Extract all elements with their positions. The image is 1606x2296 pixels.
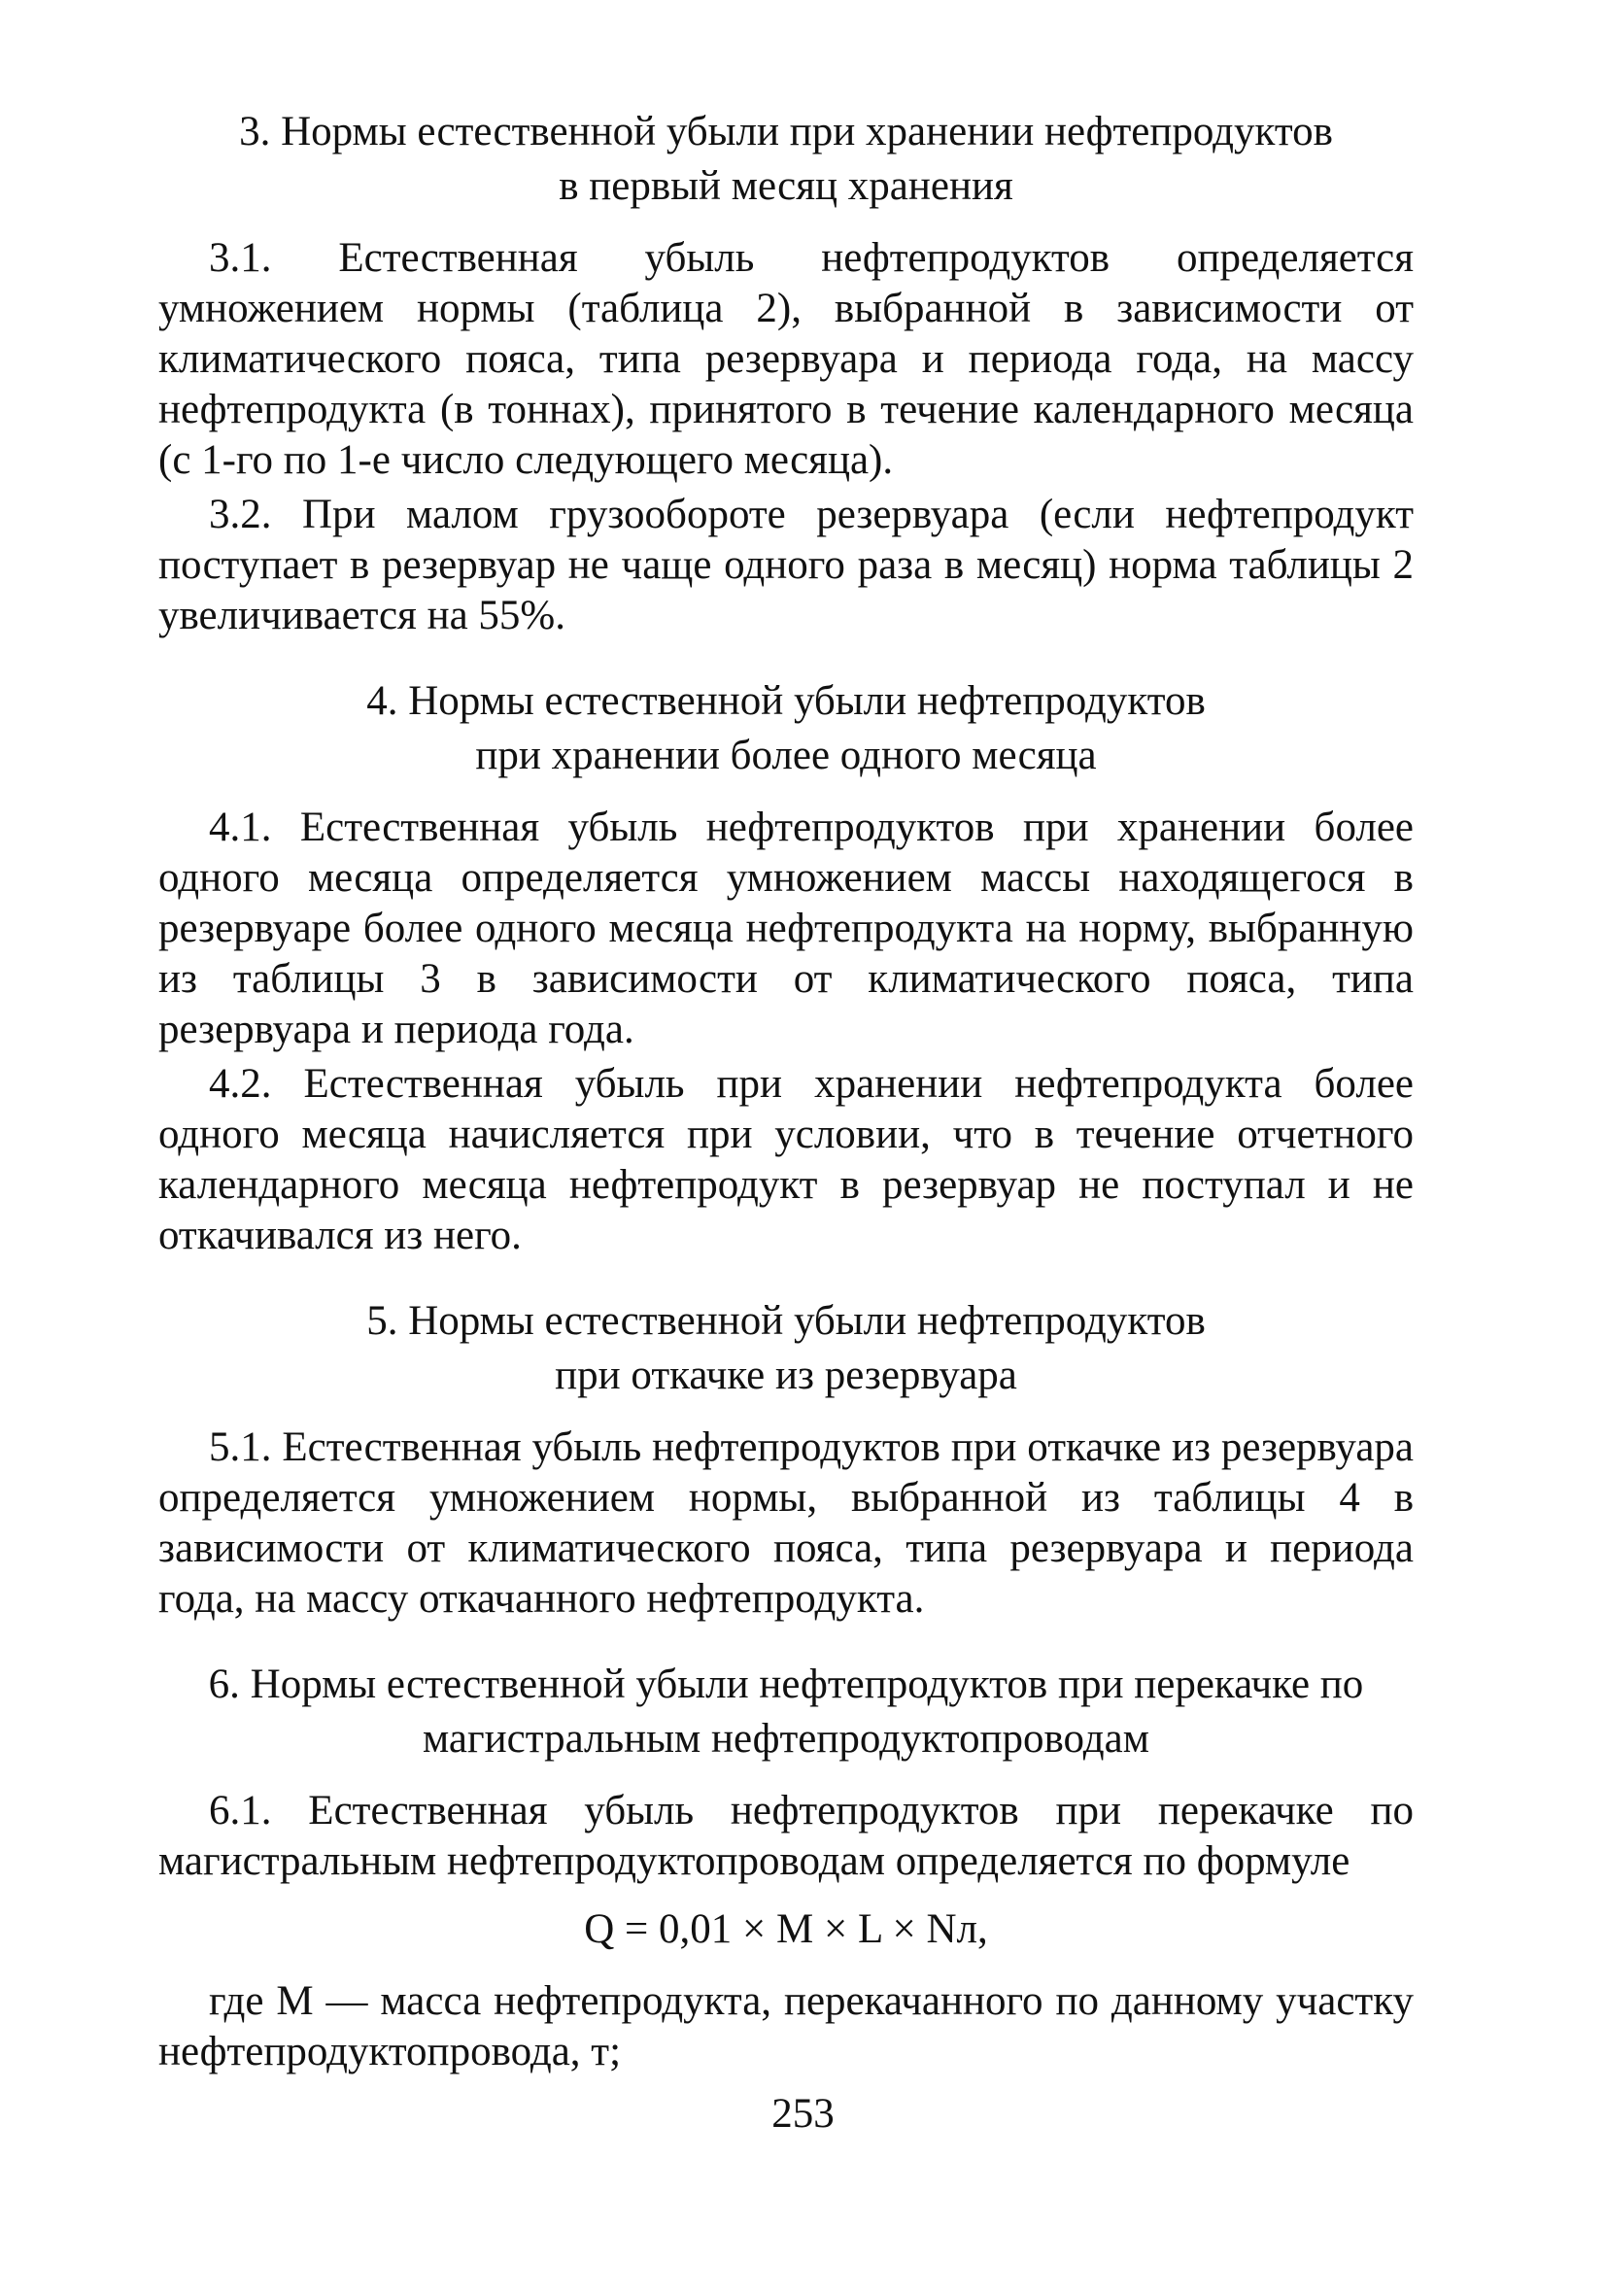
page-number: 253 [771, 2091, 835, 2137]
paragraph-4-2: 4.2. Естественная убыль при хранении нефтепродукта более одного месяца начисляется при условии, что в течение отчетного календарного месяца нефтепродукт в резервуар не поступал и не откачивался из него. [158, 1061, 1414, 1258]
section-3-heading-line2: в первый месяц хранения [559, 163, 1013, 209]
page-content [158, 105, 1414, 2081]
section-6-heading-line1: 6. Нормы естественной убыли нефтепродуктов при перекачке по [208, 1662, 1364, 1707]
paragraph-formula-definition: где М — масса нефтепродукта, перекачанного по данному участку нефтепродуктопровода, т; [158, 1978, 1414, 2074]
paragraph-3-1: 3.1. Естественная убыль нефтепродуктов определяется умножением нормы (таблица 2), выбранной в зависимости от климатического пояса, типа резервуара и периода года, на массу нефтепродукта (в тоннах), принятого в течение календарного месяца (с 1-го по 1-е число следующего месяца). [158, 235, 1414, 483]
section-5-heading [158, 1294, 1414, 1403]
paragraph-3-2: 3.2. При малом грузообороте резервуара (если нефтепродукт поступает в резервуар не чаще одного раза в месяц) норма таблицы 2 увеличивается на 55%. [158, 492, 1414, 638]
section-4-heading [158, 674, 1414, 783]
section-5-heading-line2: при откачке из резервуара [555, 1353, 1017, 1398]
paragraph-6-1: 6.1. Естественная убыль нефтепродуктов при перекачке по магистральным нефтепродуктопроводам определяется по формуле [158, 1788, 1414, 1884]
paragraph-4-1: 4.1. Естественная убыль нефтепродуктов при хранении более одного месяца определяется умножением массы находящегося в резервуаре более одного месяца нефтепродукта на норму, выбранную из таблицы 3 в зависимости от климатического пояса, типа резервуара и периода года. [158, 805, 1414, 1052]
section-6-heading-line2: магистральным нефтепродуктопроводам [423, 1716, 1149, 1762]
section-3-heading-line1: 3. Нормы естественной убыли при хранении нефтепродуктов [239, 109, 1333, 154]
section-4-heading-line1: 4. Нормы естественной убыли нефтепродуктов [366, 678, 1206, 724]
section-5-heading-line1: 5. Нормы естественной убыли нефтепродуктов [366, 1298, 1206, 1344]
section-4-heading-line2: при хранении более одного месяца [475, 733, 1097, 778]
paragraph-5-1: 5.1. Естественная убыль нефтепродуктов при откачке из резервуара определяется умножением нормы, выбранной из таблицы 4 в зависимости от климатического пояса, типа резервуара и периода года, на массу откачанного нефтепродукта. [158, 1424, 1414, 1622]
section-3-heading [158, 105, 1414, 214]
loss-formula: Q = 0,01 × M × L × Nл, [584, 1906, 988, 1952]
section-6-heading [158, 1658, 1414, 1766]
